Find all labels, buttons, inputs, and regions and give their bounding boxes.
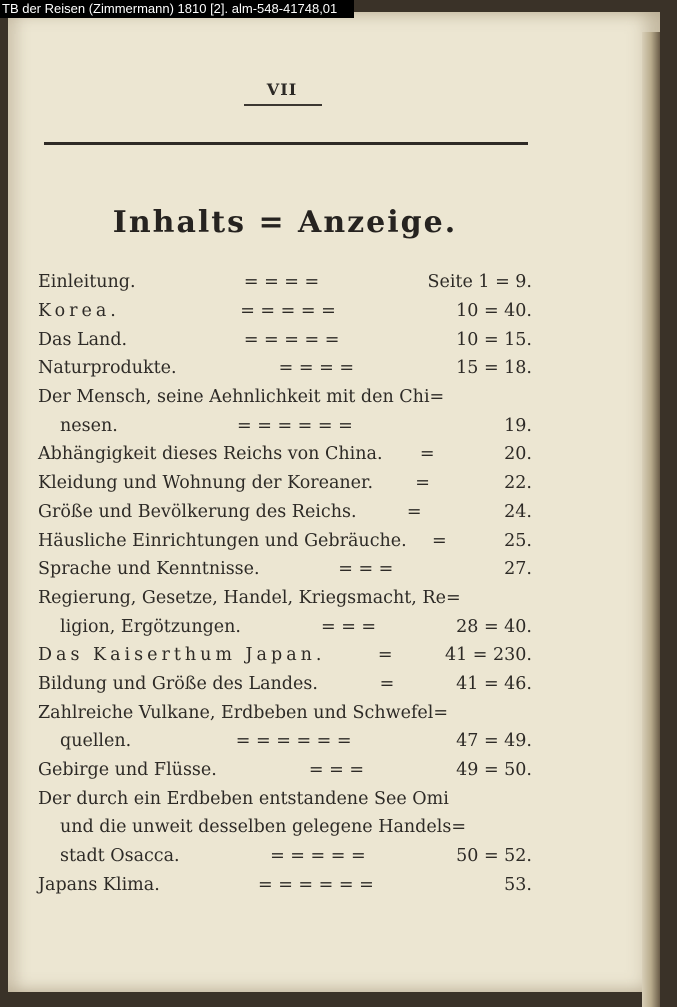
toc-entry-page: 22. [504,473,532,494]
toc-entry [38,383,532,412]
toc-entry-page: Seite 1 = 9. [427,272,532,293]
toc-entry-text: nesen. [60,415,118,436]
toc-entry-text: Häusliche Einrichtungen und Gebräuche. [38,530,407,551]
header-rule [44,142,528,145]
toc-entry [38,612,532,641]
toc-entry [38,813,532,842]
toc-entry-text: Sprache und Kenntnisse. [38,559,260,580]
toc-entry [38,641,532,670]
toc-entry-text: Abhängigkeit dieses Reichs von China. [38,444,383,465]
toc-entry-fill: = [406,501,422,522]
toc-entry [38,842,532,871]
toc-entry-fill: = = = [308,760,365,781]
toc-entry-page: 41 = 46. [456,673,532,694]
toc-entry-text: Das Land. [38,329,128,350]
toc-entry-text: Der Mensch, seine Aehnlichkeit mit den Chi= [38,387,445,408]
toc-entry-page: 53. [504,874,532,895]
toc-entry-fill: = [379,673,395,694]
toc-entry-fill: = [377,645,393,666]
toc-entry-text: Einleitung. [38,272,136,293]
toc-entry-page: 49 = 50. [456,760,532,781]
toc-entry-page: 28 = 40. [456,616,532,637]
toc-entry [38,325,532,354]
toc-entry-page: 10 = 40. [456,301,532,322]
toc-entry [38,670,532,699]
toc-entry [38,469,532,498]
toc-entry-fill: = = = [338,559,394,580]
toc-entry-text: Naturprodukte. [38,358,177,379]
toc-entry [38,268,532,297]
toc-entry-fill: = [419,444,435,465]
image-caption: TB der Reisen (Zimmermann) 1810 [2]. alm-548-41748,01 [0,0,354,18]
page-number: VII [266,80,298,99]
page-edge [642,32,660,1007]
toc-entry-text: Das Kaiserthum Japan. [38,645,326,666]
toc-entry-fill: = = = [320,616,377,637]
toc-entry-page: 20. [504,444,532,465]
toc-entry [38,756,532,785]
toc-entry [38,584,532,613]
toc-entry [38,727,532,756]
toc-entry-page: 27. [504,559,532,580]
toc-entry-text: stadt Osacca. [60,846,180,867]
toc-entry-page: 15 = 18. [456,358,532,379]
toc-entry-fill: = = = = [278,358,354,379]
toc-entry-text: Größe und Bevölkerung des Reichs. [38,501,357,522]
toc-entry-text: und die unweit desselben gelegene Handels= [60,817,466,838]
toc-entry-text: Japans Klima. [38,874,160,895]
toc-entry-fill: = [415,473,430,494]
toc-entry-fill: = = = = [243,272,320,293]
toc-entry-fill: = = = = = = [237,415,353,436]
toc-entry-text: Kleidung und Wohnung der Koreaner. [38,473,374,494]
page-number-rule [244,104,322,106]
page-title: Inhalts = Anzeige. [112,205,458,240]
toc-entry-text: Korea. [38,301,120,322]
toc-entry [38,411,532,440]
toc-entry [38,784,532,813]
table-of-contents [38,268,532,899]
toc-entry-page: 25. [504,530,532,551]
toc-entry-page: 47 = 49. [456,731,532,752]
toc-entry-fill: = = = = = [243,329,340,350]
toc-entry [38,440,532,469]
toc-entry-fill: = = = = = = [257,874,374,895]
toc-entry-text: quellen. [60,731,132,752]
toc-entry-text: Bildung und Größe des Landes. [38,673,318,694]
toc-entry-page: 24. [504,501,532,522]
toc-entry-text: Der durch ein Erdbeben entstandene See Omi [38,788,449,809]
toc-entry-text: ligion, Ergötzungen. [60,616,241,637]
toc-entry [38,698,532,727]
toc-entry [38,555,532,584]
toc-entry-page: 50 = 52. [456,846,532,867]
toc-entry [38,498,532,527]
toc-entry-fill: = = = = = = [235,731,352,752]
toc-entry-page: 10 = 15. [456,329,532,350]
toc-entry-fill: = = = = = [240,301,336,322]
toc-entry-page: 41 = 230. [444,645,532,666]
toc-entry-fill: = [432,530,447,551]
toc-entry [38,526,532,555]
toc-entry [38,354,532,383]
toc-entry-text: Zahlreiche Vulkane, Erdbeben und Schwefel= [38,702,449,723]
toc-entry [38,297,532,326]
toc-entry-page: 19. [504,415,532,436]
toc-entry-fill: = = = = = [270,846,366,867]
toc-entry-text: Gebirge und Flüsse. [38,760,217,781]
toc-entry-text: Regierung, Gesetze, Handel, Kriegsmacht, Re= [38,587,461,608]
toc-entry [38,870,532,899]
